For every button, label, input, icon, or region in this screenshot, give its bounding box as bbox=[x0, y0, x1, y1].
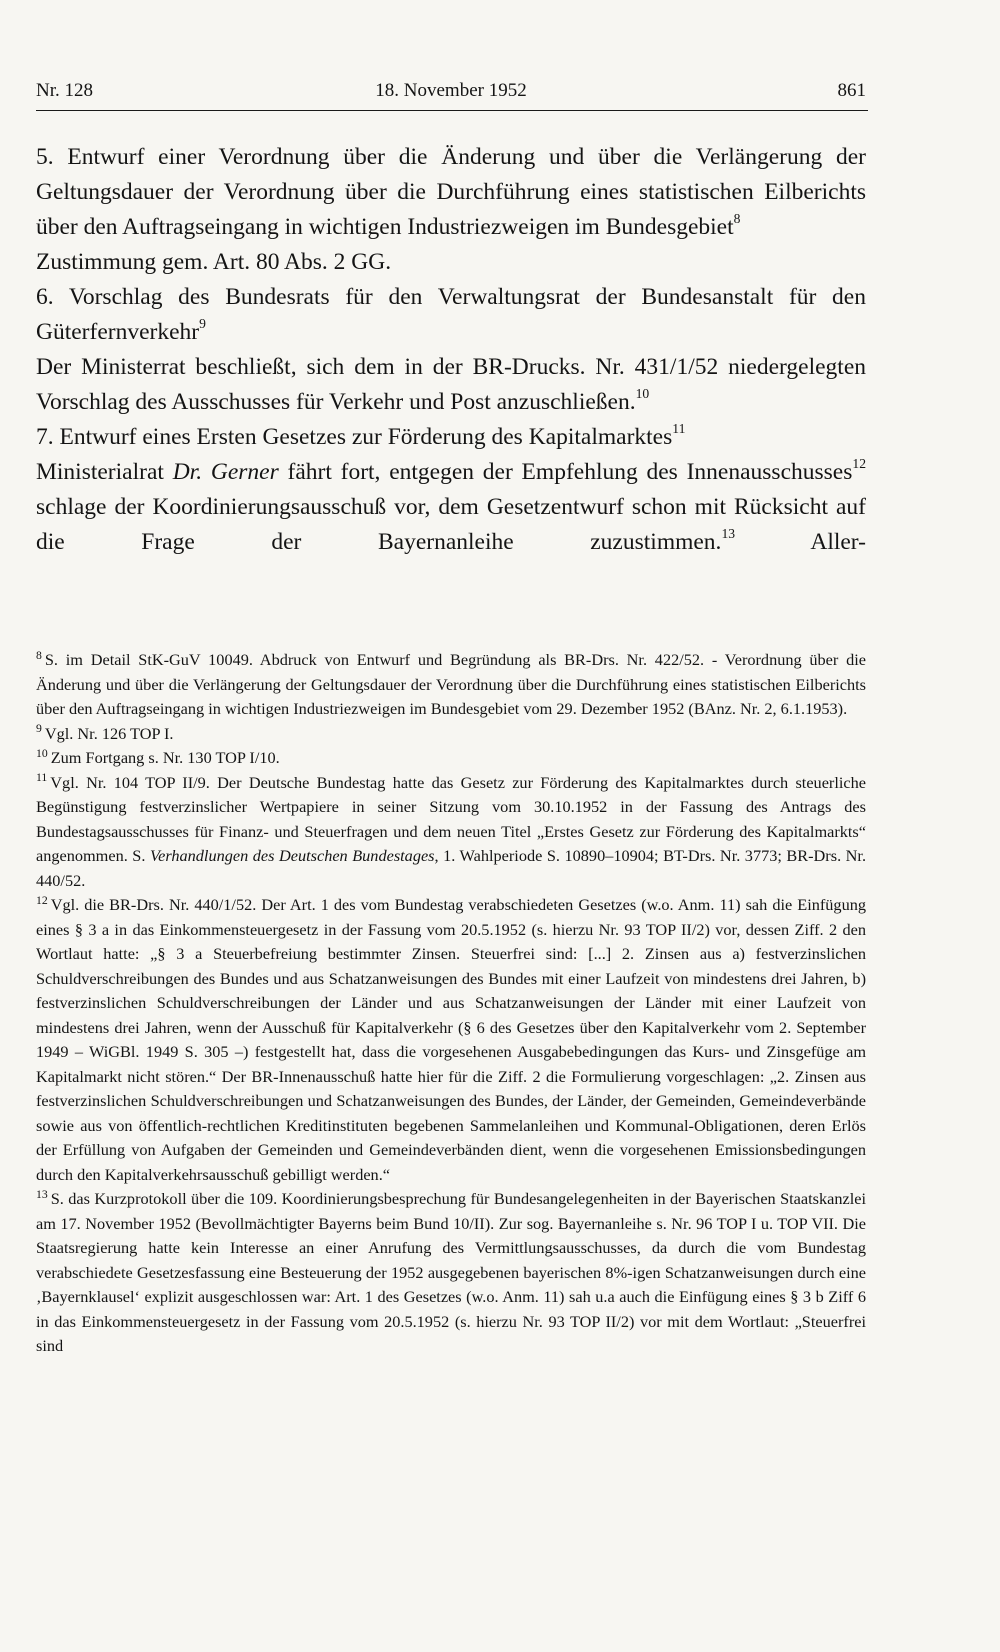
footnote-10: $^{10}$ Zum Fortgang s. Nr. 130 TOP I/10. bbox=[36, 746, 280, 767]
main-text bbox=[36, 140, 866, 560]
footnote-ref: 8 bbox=[733, 211, 741, 227]
footnote-ref: 10 bbox=[635, 386, 650, 402]
agenda-item-7-discussion: Ministerialrat Dr. Gerner fährt fort, entgegen der Empfehlung des Innenausschusses$^{12}$ schlage der Koordinierungsausschuß vor, dem Gesetzentwurf schon mit Rücksicht auf die Frage der Bayernanleihe zuzustimmen.$^{13}$ Aller- bbox=[36, 456, 866, 555]
footnotes bbox=[36, 648, 866, 1359]
page-number: 861 bbox=[837, 80, 866, 101]
agenda-item-7-title: 7. Entwurf eines Ersten Gesetzes zur Förderung des Kapitalmarktes$^{11}$ bbox=[36, 421, 686, 450]
footnote-13: $^{13}$ S. das Kurzprotokoll über die 109. Koordinierungsbesprechung für Bundesangelegenheiten in der Bayerischen Staatskanzlei am 17. November 1952 (Bevollmächtigter Bayerns beim Bund 10/II). Zur sog. Bayernanleihe s. Nr. 96 TOP I u. TOP VII. Die Staatsregierung hatte kein Interesse an einer Anrufung des Vermittlungsausschusses, da durch die vom Bundestag verabschiedete Gesetzesfassung eine Besteuerung der 1952 ausgegebenen bayerischen 8%-igen Schatzanweisungen durch eine ‚Bayernklausel‘ explizit ausgeschlossen war: Art. 1 des Gesetzes (w.o. Anm. 11) sah u.a auch die Einfügung eines § 3 b Ziff 6 in das Einkommensteuergesetz in der Fassung vom 20.5.1952 (s. hierzu Nr. 93 TOP II/2) vor mit dem Wortlaut: „Steuerfrei sind bbox=[36, 1187, 866, 1355]
agenda-item-6-title: 6. Vorschlag des Bundesrats für den Verwaltungsrat der Bundesanstalt für den Güterfernverkehr$^9$ bbox=[36, 284, 866, 345]
page-header bbox=[36, 76, 866, 106]
agenda-item-6-result: Der Ministerrat beschließt, sich dem in der BR-Drucks. Nr. 431/1/52 niedergelegten Vorschlag des Ausschusses für Verkehr und Post anzuschließen.$^{10}$ bbox=[36, 354, 866, 415]
header-rule bbox=[36, 110, 868, 111]
protocol-number: Nr. 128 bbox=[36, 80, 93, 101]
footnote-8: $^8$ S. im Detail StK-GuV 10049. Abdruck von Entwurf und Begründung als BR-Drs. Nr. 422/52. - Verordnung über die Änderung und über die Verlängerung der Geltungsdauer der Verordnung über die Durchführung eines statistischen Eilberichts über den Auftragseingang in wichtigen Industriezweigen im Bundesgebiet vom 29. Dezember 1952 (BAnz. Nr. 2, 6.1.1953). bbox=[36, 648, 866, 718]
footnote-ref: 13 bbox=[721, 526, 736, 542]
session-date: 18. November 1952 bbox=[375, 80, 527, 101]
footnote-12: $^{12}$ Vgl. die BR-Drs. Nr. 440/1/52. Der Art. 1 des vom Bundestag verabschiedeten Gesetzes (w.o. Anm. 11) sah die Einfügung eines § 3 a in das Einkommensteuergesetz in der Fassung vom 20.5.1952 (s. hierzu Nr. 93 TOP II/2) vor, dessen Ziff. 2 den Wortlaut hatte: „§ 3 a Steuerbefreiung bestimmter Zinsen. Steuerfrei sind: [...] 2. Zinsen aus a) festverzinslichen Schuldverschreibungen des Bundes und aus Schatzanweisungen des Bundes mit einer Laufzeit von mindestens drei Jahren, b) festverzinslichen Schuldverschreibungen der Länder und aus Schatzanweisungen der Länder mit einer Laufzeit von mindestens drei Jahren, wenn der Ausschuß für Kapitalverkehr (§ 6 des Gesetzes über den Kapitalverkehr vom 2. September 1949 – WiGBl. 1949 S. 305 –) festgestellt hat, dass die vorgesehenen Ausgabebedingungen das Kurs- und Zinsgefüge am Kapitalmarkt nicht stören.“ Der BR-Innenausschuß hatte hier für die Ziff. 2 die Formulierung vorgeschlagen: „2. Zinsen aus festverzinslichen Schuldverschreibungen und Schatzanweisungen des Bundes, der Länder, der Gemeinden, Gemeindeverbände sowie aus von öffentlich-rechtlichen Kreditinstituten begebenen Sammelanleihen und Kommunal-Obligationen, deren Erlös der Erfüllung von Aufgaben der Gemeinden und Gemeindeverbänden dient, wenn die vorgesehenen Emissionsbedingungen durch den Kapitalverkehrsausschuß gebilligt werden.“ bbox=[36, 893, 866, 1184]
agenda-item-5-title: 5. Entwurf einer Verordnung über die Änderung und über die Verlängerung der Geltungsdauer der Verordnung über die Durchführung eines statistischen Eilberichts über den Auftragseingang in wichtigen Industriezweigen im Bundesgebiet$^8$ bbox=[36, 144, 866, 240]
footnote-ref: 12 bbox=[852, 456, 866, 472]
footnote-9: $^9$ Vgl. Nr. 126 TOP I. bbox=[36, 722, 174, 743]
footnote-ref: 11 bbox=[672, 421, 686, 437]
speaker-name: Dr. Gerner bbox=[172, 459, 279, 485]
footnote-ref: 9 bbox=[199, 316, 206, 332]
footnote-11: $^{11}$ Vgl. Nr. 104 TOP II/9. Der Deutsche Bundestag hatte das Gesetz zur Förderung des Kapitalmarktes durch steuerliche Begünstigung festverzinslicher Wertpapiere in seiner Sitzung vom 30.10.1952 in der Fassung des Antrags des Bundestagsausschusses für Finanz- und Steuerfragen und dem neuen Titel „Erstes Gesetz zur Förderung des Kapitalmarkts“ angenommen. S. Verhandlungen des Deutschen Bundestages, 1. Wahlperiode S. 10890–10904; BT-Drs. Nr. 3773; BR-Drs. Nr. 440/52. bbox=[36, 771, 867, 890]
agenda-item-5-result: Zustimmung gem. Art. 80 Abs. 2 GG. bbox=[36, 249, 392, 275]
